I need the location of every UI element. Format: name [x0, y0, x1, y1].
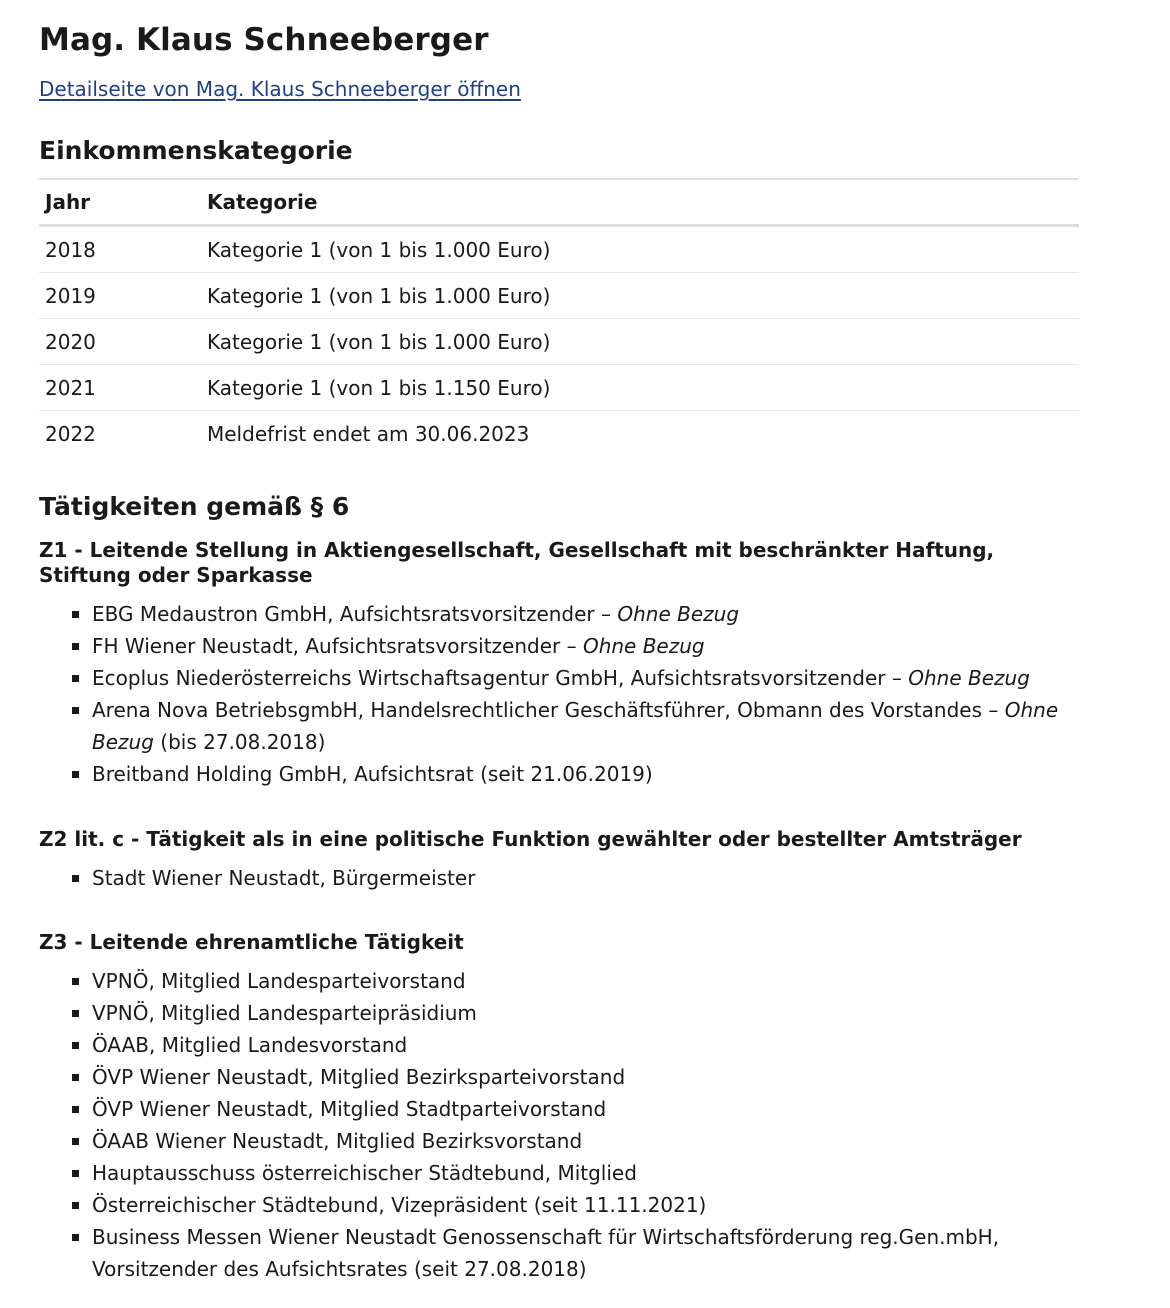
table-row: [39, 273, 1079, 319]
list-item: [92, 630, 1079, 662]
year-cell: 2022: [45, 421, 96, 446]
person-name: Mag. Klaus Schneeberger: [39, 22, 489, 58]
category-cell: Kategorie 1 (von 1 bis 1.000 Euro): [201, 319, 1079, 365]
list-item: Stadt Wiener Neustadt, Bürgermeister: [92, 862, 1079, 894]
item-text: EBG Medaustron GmbH, Aufsichtsratsvorsitzender –: [92, 602, 618, 626]
list-item: Österreichischer Städtebund, Vizepräsident (seit 11.11.2021): [92, 1189, 1079, 1221]
year-cell: 2019: [39, 273, 201, 319]
category-cell: Kategorie 1 (von 1 bis 1.000 Euro): [201, 226, 1079, 273]
item-suffix: (bis 27.08.2018): [153, 730, 326, 754]
item-text: Arena Nova BetriebsgmbH, Handelsrechtlicher Geschäftsführer, Obmann des Vorstandes –: [92, 698, 1005, 722]
item-text: FH Wiener Neustadt, Aufsichtsratsvorsitzender –: [92, 634, 583, 658]
category-cell: Kategorie 1 (von 1 bis 1.000 Euro): [201, 273, 1079, 319]
detail-page-link[interactable]: Detailseite von Mag. Klaus Schneeberger öffnen: [39, 77, 521, 101]
year-cell: 2020: [39, 319, 201, 365]
list-item: Business Messen Wiener Neustadt Genossenschaft für Wirtschaftsförderung reg.Gen.mbH, Vorsitzender des Aufsichtsrates (seit 27.08.2018): [92, 1221, 1079, 1285]
item-note: Ohne Bezug: [92, 698, 1059, 754]
item-text: Breitband Holding GmbH, Aufsichtsrat (seit 21.06.2019): [92, 762, 653, 786]
income-category-table: [39, 178, 1079, 456]
list-item: [92, 694, 1079, 758]
z2-heading: Z2 lit. c - Tätigkeit als in eine politische Funktion gewählter oder bestellter Amtsträger: [39, 827, 1022, 851]
column-header-category: Kategorie: [201, 179, 1079, 226]
table-row: [39, 226, 1079, 273]
z1-list: [39, 598, 1079, 790]
income-category-heading: Einkommenskategorie: [39, 136, 353, 165]
column-header-year: Jahr: [39, 179, 201, 226]
list-item: VPNÖ, Mitglied Landesparteivorstand: [92, 965, 1079, 997]
z2-list: [39, 862, 1079, 894]
item-note: Ohne Bezug: [582, 634, 705, 658]
list-item: [92, 662, 1079, 694]
year-cell: 2021: [39, 365, 201, 411]
list-item: [92, 598, 1079, 630]
list-item: ÖVP Wiener Neustadt, Mitglied Bezirksparteivorstand: [92, 1061, 1079, 1093]
year-cell: 2018: [39, 226, 201, 273]
list-item: Hauptausschuss österreichischer Städtebund, Mitglied: [92, 1157, 1079, 1189]
activities-heading: Tätigkeiten gemäß § 6: [39, 492, 350, 521]
list-item: [92, 758, 1079, 790]
item-text: Ecoplus Niederösterreichs Wirtschaftsagentur GmbH, Aufsichtsratsvorsitzender –: [92, 666, 909, 690]
table-header-row: [39, 179, 1079, 226]
list-item: ÖAAB Wiener Neustadt, Mitglied Bezirksvorstand: [92, 1125, 1079, 1157]
item-note: Ohne Bezug: [908, 666, 1030, 690]
z1-heading: Z1 - Leitende Stellung in Aktiengesellschaft, Gesellschaft mit beschränkter Haftung, Stiftung oder Sparkasse: [39, 538, 995, 587]
list-item: ÖAAB, Mitglied Landesvorstand: [92, 1029, 1079, 1061]
item-note: Ohne Bezug: [617, 602, 740, 626]
table-row: [39, 365, 1079, 411]
category-cell: Meldefrist endet am 30.06.2023: [207, 421, 530, 446]
category-cell: Kategorie 1 (von 1 bis 1.150 Euro): [201, 365, 1079, 411]
list-item: ÖVP Wiener Neustadt, Mitglied Stadtparteivorstand: [92, 1093, 1079, 1125]
list-item: VPNÖ, Mitglied Landesparteipräsidium: [92, 997, 1079, 1029]
z3-list: [39, 965, 1079, 1285]
table-row: [39, 411, 1079, 457]
z3-heading: Z3 - Leitende ehrenamtliche Tätigkeit: [39, 930, 464, 954]
table-row: [39, 319, 1079, 365]
